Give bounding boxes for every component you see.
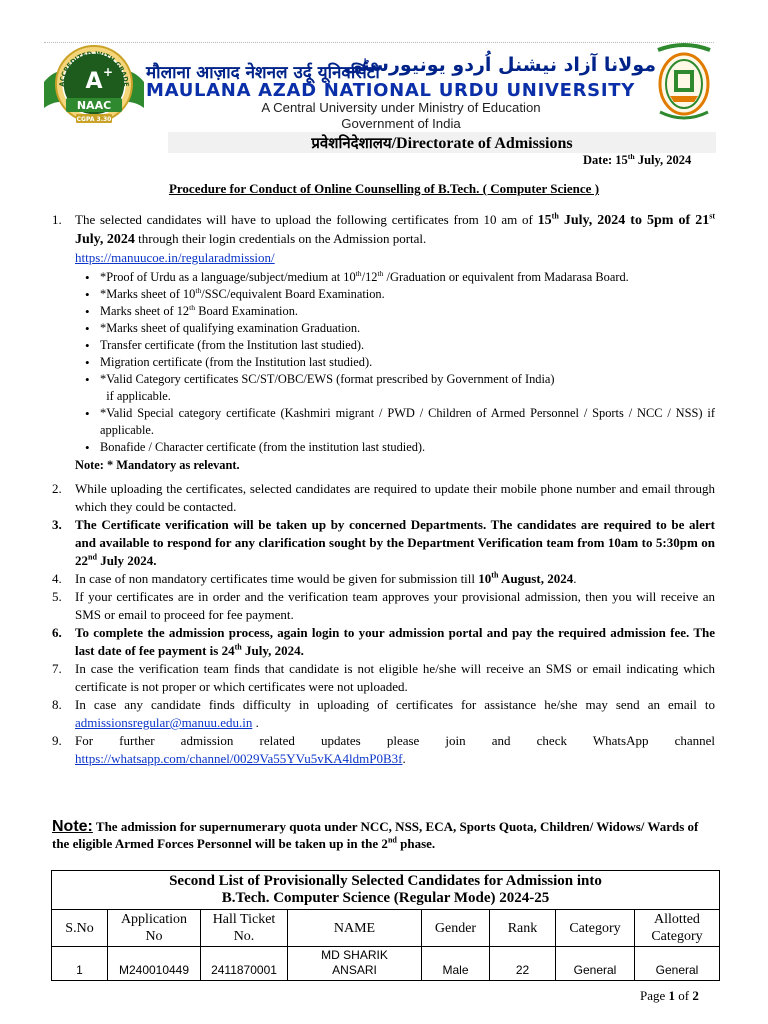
table-caption-line2: B.Tech. Computer Science (Regular Mode) 2024-25 <box>221 890 550 906</box>
req-sup: th <box>189 302 196 312</box>
procedure-list <box>50 211 715 768</box>
req-text: /SSC/equivalent Board Examination. <box>201 287 385 301</box>
directorate-hindi: प्रवेशनिदेशालय <box>311 134 392 152</box>
list-item <box>50 588 715 624</box>
note-tail: phase. <box>396 836 436 851</box>
table-caption-line1: Second List of Provisionally Selected Candidates for Admission into <box>169 873 602 889</box>
admissions-email-link[interactable]: admissionsregular@manuu.edu.in <box>75 715 253 730</box>
col-header-gender: Gender <box>422 910 490 947</box>
req-sup: th <box>195 285 202 295</box>
item-number: 1. <box>52 212 62 227</box>
naac-badge-icon <box>42 42 146 128</box>
naac-grade-plus: + <box>102 65 114 79</box>
item-number: 7. <box>52 661 62 676</box>
deadline-day: 10 <box>478 571 492 586</box>
col-header-rank: Rank <box>490 910 556 947</box>
university-subtitle-government: Government of India <box>341 116 461 131</box>
cell-rank: 22 <box>490 947 556 981</box>
item-sup: th <box>234 642 242 652</box>
naac-grade: A <box>85 69 103 94</box>
list-item: • *Valid Special category certificate (Kashmiri migrant / PWD / Children of Armed Personnel / Sports / NCC / NSS) if applicable. <box>75 405 715 439</box>
table-header-row <box>52 910 720 947</box>
svg-text:ACCREDITED WITH GRADE: ACCREDITED WITH GRADE <box>57 49 131 87</box>
cell-hall-ticket: 2411870001 <box>201 947 288 981</box>
req-text: /Graduation or equivalent from Madarasa Board. <box>383 270 629 284</box>
col-header-line: Application <box>120 912 188 927</box>
table-caption <box>52 871 720 910</box>
date-suffix: July, 2024 <box>634 153 692 167</box>
item-text-tail: July, 2024. <box>241 643 304 658</box>
university-name-urdu: مولانا آزاد نیشنل اُردو یونیورسٹی <box>343 54 656 76</box>
note-sup: nd <box>387 835 397 845</box>
cell-name <box>288 947 422 981</box>
req-text: Board Examination. <box>195 304 298 318</box>
col-header-line: Hall Ticket <box>212 912 276 927</box>
list-item <box>50 732 715 768</box>
col-header-hall-ticket <box>201 910 288 947</box>
item-number: 8. <box>52 697 62 712</box>
col-header-sno: S.No <box>52 910 108 947</box>
list-item <box>50 570 715 588</box>
item-number: 2. <box>52 481 62 496</box>
list-item <box>50 696 715 732</box>
date-prefix: Date: 15 <box>583 153 628 167</box>
item-number: 3. <box>52 517 62 532</box>
item-text: In case the verification team finds that candidate is not eligible he/she will receive an SMS or email indicating which certificate is not proper or which certificates were not uploaded. <box>75 661 715 694</box>
university-name-hindi: मौलाना आज़ाद नेशनल उर्दू यूनिवर्सिटी <box>146 63 380 83</box>
req-text: *Valid Category certificates SC/ST/OBC/EWS (format prescribed by Government of India) <box>100 372 555 386</box>
pager-prefix: Page <box>640 988 669 1003</box>
list-item <box>50 660 715 696</box>
list-item <box>50 480 715 516</box>
col-header-category: Category <box>556 910 635 947</box>
deadline-sup: th <box>491 570 499 580</box>
upload-start-sup: th <box>551 211 559 221</box>
req-text: *Proof of Urdu as a language/subject/medium at 10 <box>100 270 356 284</box>
cell-category: General <box>556 947 635 981</box>
directorate-separator: / <box>391 135 397 152</box>
col-header-line: No. <box>233 929 255 944</box>
list-item: • Transfer certificate (from the Institution last studied). <box>75 337 715 354</box>
note-label: Note: <box>52 818 93 835</box>
cell-name-line: MD SHARIK <box>321 948 388 962</box>
item-text: In case any candidate finds difficulty in uploading of certificates for assistance he/she may send an email to <box>75 697 715 712</box>
upload-end-year: July, 2024 <box>75 232 135 247</box>
pager-total: 2 <box>692 988 699 1003</box>
whatsapp-channel-link[interactable]: https://whatsapp.com/channel/0029Va55YVu5vKA4ldmP0B3f <box>75 751 403 766</box>
req-text: Marks sheet of 12 <box>100 304 190 318</box>
cell-sno: 1 <box>52 947 108 981</box>
item-end: . <box>252 715 259 730</box>
naac-cgpa: CGPA 3.30 <box>76 116 112 123</box>
document-date <box>583 153 691 168</box>
item-number: 4. <box>52 571 62 586</box>
list-item <box>75 269 715 286</box>
item-number: 5. <box>52 589 62 604</box>
cell-gender: Male <box>422 947 490 981</box>
col-header-line: Allotted <box>654 912 700 927</box>
list-item: • *Marks sheet of qualifying examination Graduation. <box>75 320 715 337</box>
req-sup: th <box>355 268 362 278</box>
upload-start-day: 15 <box>537 213 552 228</box>
list-item: • Bonafide / Character certificate (from the institution last studied). <box>75 439 715 456</box>
deadline-month: August, 2024 <box>498 571 574 586</box>
item-sup: nd <box>88 552 97 562</box>
item-text: The Certificate verification will be taken up by concerned Departments. The candidates are required to be alert and available to respond for any clarification sought by the Department Verification team from 10am to 5:30pm on 22 <box>75 517 715 568</box>
col-header-line: Category <box>651 929 703 944</box>
table-row <box>52 947 720 981</box>
list-item <box>50 516 715 570</box>
list-item <box>75 286 715 303</box>
cell-application-no: M240010449 <box>108 947 201 981</box>
col-header-allotted-category <box>635 910 720 947</box>
item-text: The selected candidates will have to upload the following certificates from 10 am of <box>75 212 538 227</box>
certificate-list <box>75 269 715 456</box>
item-text: While uploading the certificates, selected candidates are required to update their mobile phone number and email through which they could be contacted. <box>75 481 715 514</box>
list-item <box>50 624 715 660</box>
upload-range: July, 2024 to 5pm of 21 <box>558 213 710 228</box>
procedure-title: Procedure for Conduct of Online Counselling of B.Tech. ( Computer Science ) <box>168 181 600 196</box>
supernumerary-note <box>52 818 716 852</box>
item-end: . <box>402 751 406 766</box>
naac-label: NAAC <box>76 99 112 112</box>
item-number: 9. <box>52 733 62 748</box>
item-text: If your certificates are in order and the verification team approves your provisional admission, then you will receive an SMS or email to proceed for fee payment. <box>75 589 715 622</box>
upload-end-sup: st <box>709 211 716 221</box>
cell-allotted-category: General <box>635 947 720 981</box>
list-item <box>75 303 715 320</box>
item-text-tail: through their login credentials on the Admission portal. <box>134 231 427 246</box>
note-text: The admission for supernumerary quota under NCC, NSS, ECA, Sports Quota, Children/ Widows/ Wards of the eligible Armed Forces Personnel will be taken up in the 2 <box>52 819 699 851</box>
req-text: /12 <box>361 270 378 284</box>
university-name-english: MAULANA AZAD NATIONAL URDU UNIVERSITY <box>146 80 635 101</box>
pager-current: 1 <box>668 988 676 1003</box>
item-text: For further admission related updates please join and check WhatsApp channel <box>75 733 715 748</box>
item-text-tail: July 2024. <box>96 553 157 568</box>
col-header-line: No <box>145 929 163 944</box>
item-end: . <box>573 571 577 586</box>
req-text: if applicable. <box>106 389 171 403</box>
mandatory-note: Note: * Mandatory as relevant. <box>75 458 240 472</box>
selected-candidates-table <box>51 870 720 981</box>
item-number: 6. <box>52 625 62 640</box>
cell-name-line: ANSARI <box>332 963 377 977</box>
admission-portal-link[interactable]: https://manuucoe.in/regularadmission/ <box>75 250 275 265</box>
university-logo-icon <box>654 42 714 122</box>
list-item: • Migration certificate (from the Institution last studied). <box>75 354 715 371</box>
col-header-name: NAME <box>288 910 422 947</box>
item-text: To complete the admission process, again login to your admission portal and pay the required admission fee. The last date of fee payment is 24 <box>75 625 715 658</box>
list-item <box>50 211 715 474</box>
university-subtitle: A Central University under Ministry of Education <box>261 100 541 115</box>
directorate-english: Directorate of Admissions <box>396 135 573 152</box>
item-text: In case of non mandatory certificates time would be given for submission till <box>75 571 479 586</box>
pager-mid: of <box>675 988 693 1003</box>
list-item <box>75 371 715 405</box>
col-header-application-no <box>108 910 201 947</box>
directorate-title <box>168 133 716 153</box>
req-text: *Marks sheet of 10 <box>100 287 196 301</box>
page-indicator <box>640 988 699 1004</box>
date-sup: th <box>627 151 635 161</box>
req-sup: th <box>377 268 384 278</box>
